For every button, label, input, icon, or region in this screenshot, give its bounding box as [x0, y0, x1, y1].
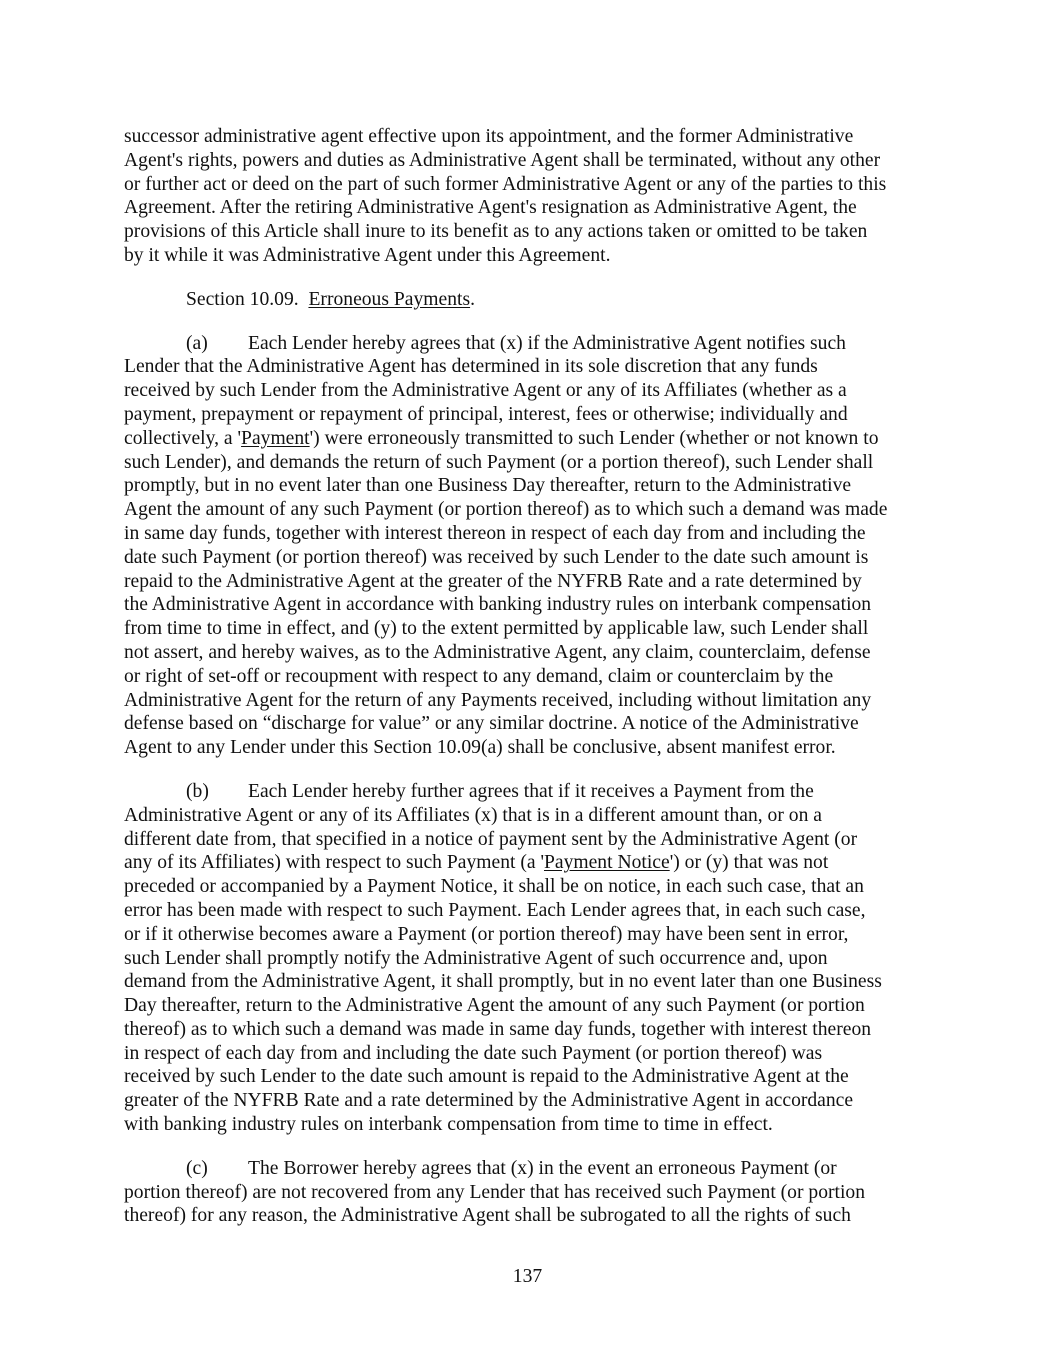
- paragraph-b-label: (b): [186, 780, 209, 802]
- text-line: The Borrower hereby agrees that (x) in the event an erroneous Payment (or: [248, 1157, 837, 1179]
- text-fragment: ') or (y) that was not: [669, 852, 829, 874]
- text-line: Administrative Agent or any of its Affiliates (x) that is in a different amount than, or on a: [124, 804, 822, 826]
- text-line: error has been made with respect to such Payment. Each Lender agrees that, in each such case,: [124, 899, 866, 921]
- text-line: thereof) as to which such a demand was made in same day funds, together with interest thereon: [124, 1018, 872, 1040]
- text-line: different date from, that specified in a notice of payment sent by the Administrative Agent (or: [124, 828, 858, 850]
- text-line: provisions of this Article shall inure to its benefit as to any actions taken or omitted to be taken: [124, 221, 868, 243]
- text-fragment: any of its Affiliates) with respect to such Payment (a ': [124, 852, 544, 874]
- paragraph-a: [124, 332, 936, 760]
- page-number: 137: [512, 1266, 543, 1287]
- text-line: Each Lender hereby further agrees that if it receives a Payment from the: [248, 780, 814, 802]
- text-line: Each Lender hereby agrees that (x) if the Administrative Agent notifies such: [248, 332, 846, 354]
- paragraph-a-label: (a): [186, 332, 208, 354]
- text-line: in respect of each day from and including the date such Payment (or portion thereof) was: [124, 1042, 823, 1064]
- text-line: Agent to any Lender under this Section 10.09(a) shall be conclusive, absent manifest error.: [124, 737, 836, 759]
- text-line: Lender that the Administrative Agent has determined in its sole discretion that any funds: [124, 356, 818, 378]
- text-line: with banking industry rules on interbank compensation from time to time in effect.: [124, 1114, 773, 1136]
- defined-term-line: [124, 427, 936, 451]
- defined-term-line: [124, 851, 936, 875]
- text-line: received by such Lender from the Administrative Agent or any of its Affiliates (whether as a: [124, 380, 847, 402]
- continuation-paragraph: [124, 125, 936, 268]
- text-line: by it while it was Administrative Agent under this Agreement.: [124, 244, 611, 266]
- paragraph-a-first-line: [124, 332, 936, 356]
- text-line: Agreement. After the retiring Administrative Agent's resignation as Administrative Agent, the: [124, 197, 857, 219]
- text-line: date such Payment (or portion thereof) was received by such Lender to the date such amount is: [124, 546, 869, 568]
- text-line: from time to time in effect, and (y) to the extent permitted by applicable law, such Lender shall: [124, 618, 869, 640]
- text-line: payment, prepayment or repayment of principal, interest, fees or otherwise; individually and: [124, 403, 848, 425]
- paragraph-c-label: (c): [186, 1157, 208, 1179]
- text-line: greater of the NYFRB Rate and a rate determined by the Administrative Agent in accordance: [124, 1090, 854, 1112]
- text-line: or further act or deed on the part of such former Administrative Agent or any of the parties to this: [124, 173, 887, 195]
- text-line: in same day funds, together with interest thereon in respect of each day from and including the: [124, 522, 866, 544]
- text-line: preceded or accompanied by a Payment Notice, it shall be on notice, in each such case, that an: [124, 876, 864, 898]
- text-line: or if it otherwise becomes aware a Payment (or portion thereof) may have been sent in error,: [124, 923, 849, 945]
- paragraph-c-first-line: [124, 1157, 936, 1181]
- document-page: [124, 125, 936, 1228]
- text-line: thereof) for any reason, the Administrative Agent shall be subrogated to all the rights of such: [124, 1205, 851, 1227]
- text-line: the Administrative Agent in accordance with banking industry rules on interbank compensation: [124, 594, 872, 616]
- text-line: promptly, but in no event later than one Business Day thereafter, return to the Administrative: [124, 475, 852, 497]
- text-line: Agent's rights, powers and duties as Administrative Agent shall be terminated, without any other: [124, 149, 881, 171]
- text-line: demand from the Administrative Agent, it shall promptly, but in no event later than one Business: [124, 971, 882, 993]
- section-heading: [124, 288, 936, 312]
- section-number: Section 10.09.: [186, 288, 299, 310]
- text-line: such Lender), and demands the return of such Payment (or a portion thereof), such Lender shall: [124, 451, 874, 473]
- text-line: Administrative Agent for the return of any Payments received, including without limitation any: [124, 689, 872, 711]
- text-line: Agent the amount of any such Payment (or portion thereof) as to which such a demand was made: [124, 499, 888, 521]
- text-fragment: ') were erroneously transmitted to such Lender (whether or not known to: [309, 427, 879, 449]
- text-line: successor administrative agent effective upon its appointment, and the former Administrative: [124, 126, 854, 147]
- text-line: not assert, and hereby waives, as to the Administrative Agent, any claim, counterclaim, defense: [124, 641, 871, 663]
- text-fragment: collectively, a ': [124, 427, 242, 449]
- text-line: received by such Lender to the date such amount is repaid to the Administrative Agent at the: [124, 1066, 849, 1088]
- text-line: Day thereafter, return to the Administrative Agent the amount of any such Payment (or portion: [124, 995, 865, 1017]
- section-title: Erroneous Payments: [308, 288, 471, 310]
- defined-term-payment-notice: Payment Notice: [543, 852, 670, 874]
- defined-term-payment: Payment: [241, 427, 310, 449]
- text-line: repaid to the Administrative Agent at the greater of the NYFRB Rate and a rate determined by: [124, 570, 862, 592]
- paragraph-b-first-line: [124, 780, 936, 804]
- text-line: such Lender shall promptly notify the Administrative Agent of such occurrence and, upon: [124, 947, 828, 969]
- text-line: portion thereof) are not recovered from any Lender that has received such Payment (or portion: [124, 1181, 866, 1203]
- text-line: defense based on “discharge for value” or any similar doctrine. A notice of the Administrative: [124, 713, 859, 735]
- paragraph-b: [124, 780, 936, 1137]
- text-line: or right of set-off or recoupment with respect to any demand, claim or counterclaim by the: [124, 665, 834, 687]
- paragraph-c: [124, 1157, 936, 1228]
- section-title-period: .: [470, 288, 475, 310]
